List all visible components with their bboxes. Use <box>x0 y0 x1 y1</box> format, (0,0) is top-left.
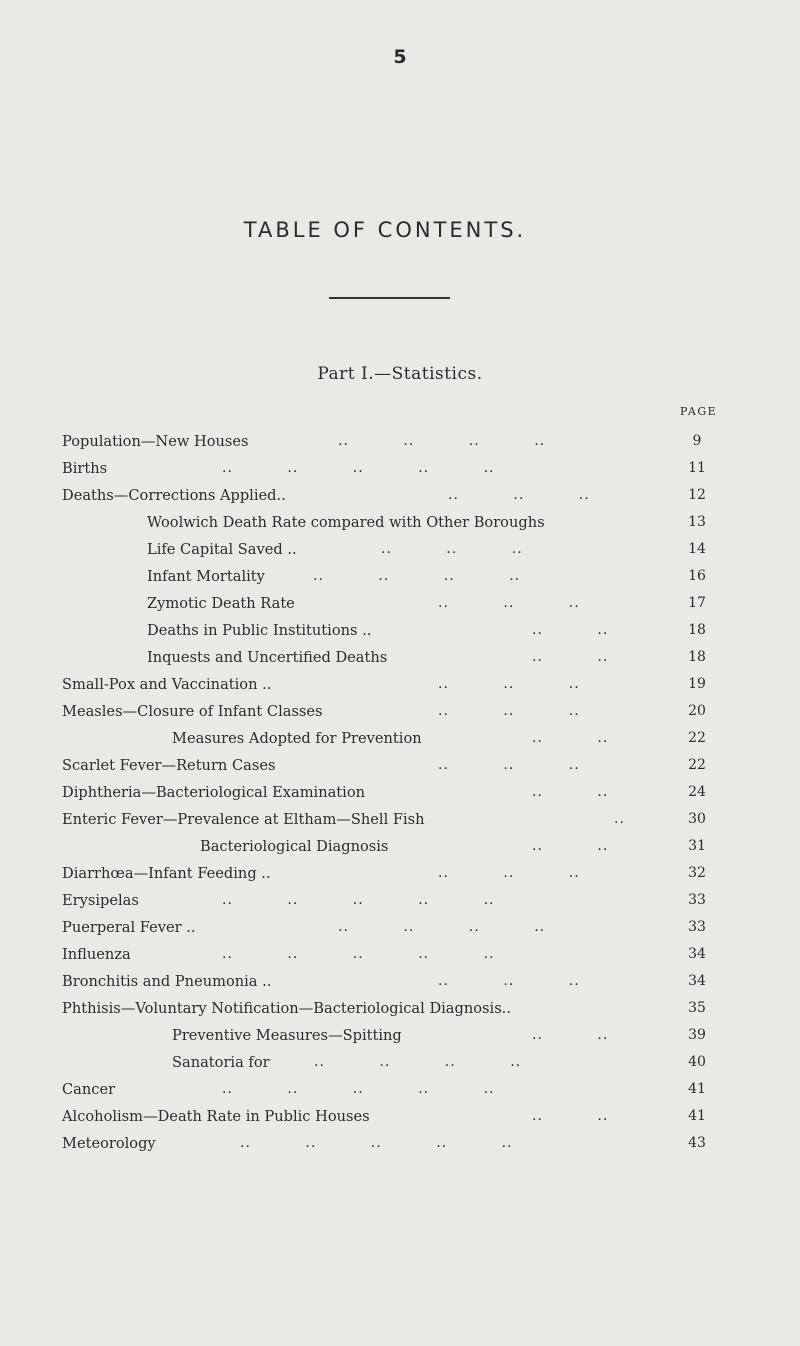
toc-entry-page: 16 <box>688 568 706 584</box>
dot-leader: .. .. .. .. .. <box>240 1135 513 1151</box>
dot-leader: .. .. .. <box>438 595 580 611</box>
toc-entry-page: 22 <box>688 757 706 773</box>
dot-leader: .. .. .. <box>438 703 580 719</box>
dot-leader: .. .. .. <box>448 487 590 503</box>
toc-entry-page: 41 <box>688 1081 706 1097</box>
toc-entry-page: 20 <box>688 703 706 719</box>
dot-leader: .. .. .. .. <box>314 1054 522 1070</box>
toc-entry-erysipelas <box>0 887 800 914</box>
dot-leader: .. .. .. <box>438 676 580 692</box>
dot-leader: .. .. .. .. <box>338 919 546 935</box>
title-divider <box>329 297 450 299</box>
toc-entry-page: 30 <box>688 811 706 827</box>
toc-entry-page: 22 <box>688 730 706 746</box>
toc-entry-label: Sanatoria for <box>172 1054 270 1071</box>
toc-entry-measles-prevention <box>0 725 800 752</box>
toc-entry-page: 34 <box>688 973 706 989</box>
toc-entry-page: 17 <box>688 595 706 611</box>
toc-entry-deaths <box>0 482 800 509</box>
toc-entry-page: 14 <box>688 541 706 557</box>
toc-entry-label: Diphtheria—Bacteriological Examination <box>62 784 366 801</box>
toc-entry-page: 41 <box>688 1108 706 1124</box>
toc-entry-phthisis-preventive <box>0 1022 800 1049</box>
toc-entry-label: Cancer <box>62 1081 116 1098</box>
toc-entry-infant-mortality <box>0 563 800 590</box>
toc-list <box>0 428 800 1157</box>
toc-entry-page: 33 <box>688 919 706 935</box>
toc-entry-page: 13 <box>688 514 706 530</box>
toc-entry-label: Inquests and Uncertified Deaths <box>147 649 388 666</box>
toc-entry-page: 33 <box>688 892 706 908</box>
toc-entry-page: 39 <box>688 1027 706 1043</box>
toc-entry-label: Alcoholism—Death Rate in Public Houses <box>62 1108 370 1125</box>
dot-leader: .. .. .. .. .. <box>222 1081 495 1097</box>
toc-entry-enteric-diagnosis <box>0 833 800 860</box>
toc-entry-page: 34 <box>688 946 706 962</box>
toc-entry-page: 19 <box>688 676 706 692</box>
toc-entry-label: Measles—Closure of Infant Classes <box>62 703 323 720</box>
dot-leader: .. .. .. .. <box>338 433 546 449</box>
toc-entry-label: Scarlet Fever—Return Cases <box>62 757 276 774</box>
dot-leader: .. .. <box>532 1108 609 1124</box>
toc-entry-life-capital <box>0 536 800 563</box>
toc-entry-label: Measures Adopted for Prevention <box>172 730 422 747</box>
toc-entry-label: Life Capital Saved .. <box>147 541 297 558</box>
toc-entry-label: Small-Pox and Vaccination .. <box>62 676 272 693</box>
dot-leader: .. .. .. <box>438 973 580 989</box>
toc-entry-puerperal-fever <box>0 914 800 941</box>
toc-entry-cancer <box>0 1076 800 1103</box>
toc-entry-label: Meteorology <box>62 1135 156 1152</box>
toc-entry-sanatoria <box>0 1049 800 1076</box>
page-title: TABLE OF CONTENTS. <box>243 218 527 242</box>
toc-entry-label: Diarrhœa—Infant Feeding .. <box>62 865 271 882</box>
toc-entry-public-institutions <box>0 617 800 644</box>
toc-entry-label: Population—New Houses <box>62 433 249 450</box>
toc-entry-page: 31 <box>688 838 706 854</box>
dot-leader: .. .. <box>532 649 609 665</box>
dot-leader: .. .. .. .. <box>313 568 521 584</box>
toc-entry-inquests <box>0 644 800 671</box>
dot-leader: .. .. .. <box>438 865 580 881</box>
toc-entry-label: Influenza <box>62 946 131 963</box>
dot-leader: .. .. .. .. .. <box>222 946 495 962</box>
dot-leader: .. .. <box>532 730 609 746</box>
toc-entry-diarrhoea <box>0 860 800 887</box>
dot-leader: .. .. .. <box>438 757 580 773</box>
toc-entry-page: 18 <box>688 649 706 665</box>
dot-leader: .. .. <box>532 1027 609 1043</box>
toc-entry-label: Bronchitis and Pneumonia .. <box>62 973 272 990</box>
toc-entry-diphtheria <box>0 779 800 806</box>
toc-entry-measles <box>0 698 800 725</box>
toc-entry-page: 11 <box>688 460 706 476</box>
toc-entry-alcoholism <box>0 1103 800 1130</box>
toc-entry-population <box>0 428 800 455</box>
toc-entry-page: 35 <box>688 1000 706 1016</box>
toc-entry-enteric-fever <box>0 806 800 833</box>
toc-entry-label: Infant Mortality <box>147 568 265 585</box>
dot-leader: .. .. .. <box>381 541 523 557</box>
toc-entry-label: Deaths in Public Institutions .. <box>147 622 372 639</box>
toc-entry-page: 12 <box>688 487 706 503</box>
toc-entry-label: Zymotic Death Rate <box>147 595 295 612</box>
page-column-heading: PAGE <box>680 405 718 418</box>
toc-entry-meteorology <box>0 1130 800 1157</box>
toc-entry-births <box>0 455 800 482</box>
toc-entry-influenza <box>0 941 800 968</box>
dot-leader: .. .. <box>532 622 609 638</box>
part-heading: Part I.—Statistics. <box>317 364 483 384</box>
page-number: 5 <box>393 46 407 68</box>
toc-entry-label: Preventive Measures—Spitting <box>172 1027 402 1044</box>
toc-entry-page: 9 <box>692 433 702 449</box>
toc-entry-label: Erysipelas <box>62 892 139 909</box>
toc-entry-label: Births <box>62 460 108 477</box>
toc-entry-zymotic <box>0 590 800 617</box>
toc-entry-small-pox <box>0 671 800 698</box>
toc-entry-label: Deaths—Corrections Applied.. <box>62 487 286 504</box>
toc-entry-label: Enteric Fever—Prevalence at Eltham—Shell Fish <box>62 811 425 828</box>
toc-entry-label: Puerperal Fever .. <box>62 919 196 936</box>
toc-entry-page: 43 <box>688 1135 706 1151</box>
dot-leader: .. .. .. .. .. <box>222 460 495 476</box>
dot-leader: .. .. .. .. .. <box>222 892 495 908</box>
dot-leader: .. .. <box>532 784 609 800</box>
toc-entry-page: 32 <box>688 865 706 881</box>
toc-entry-label: Woolwich Death Rate compared with Other Boroughs <box>147 514 545 531</box>
toc-entry-page: 18 <box>688 622 706 638</box>
toc-entry-bronchitis <box>0 968 800 995</box>
toc-entry-scarlet-fever <box>0 752 800 779</box>
toc-entry-page: 40 <box>688 1054 706 1070</box>
toc-entry-label: Bacteriological Diagnosis <box>200 838 389 855</box>
dot-leader: .. .. <box>532 838 609 854</box>
toc-entry-label: Phthisis—Voluntary Notification—Bacteriological Diagnosis.. <box>62 1000 511 1017</box>
toc-entry-phthisis <box>0 995 800 1022</box>
dot-leader: .. <box>614 811 625 827</box>
toc-entry-page: 24 <box>688 784 706 800</box>
toc-entry-woolwich-death-rate <box>0 509 800 536</box>
